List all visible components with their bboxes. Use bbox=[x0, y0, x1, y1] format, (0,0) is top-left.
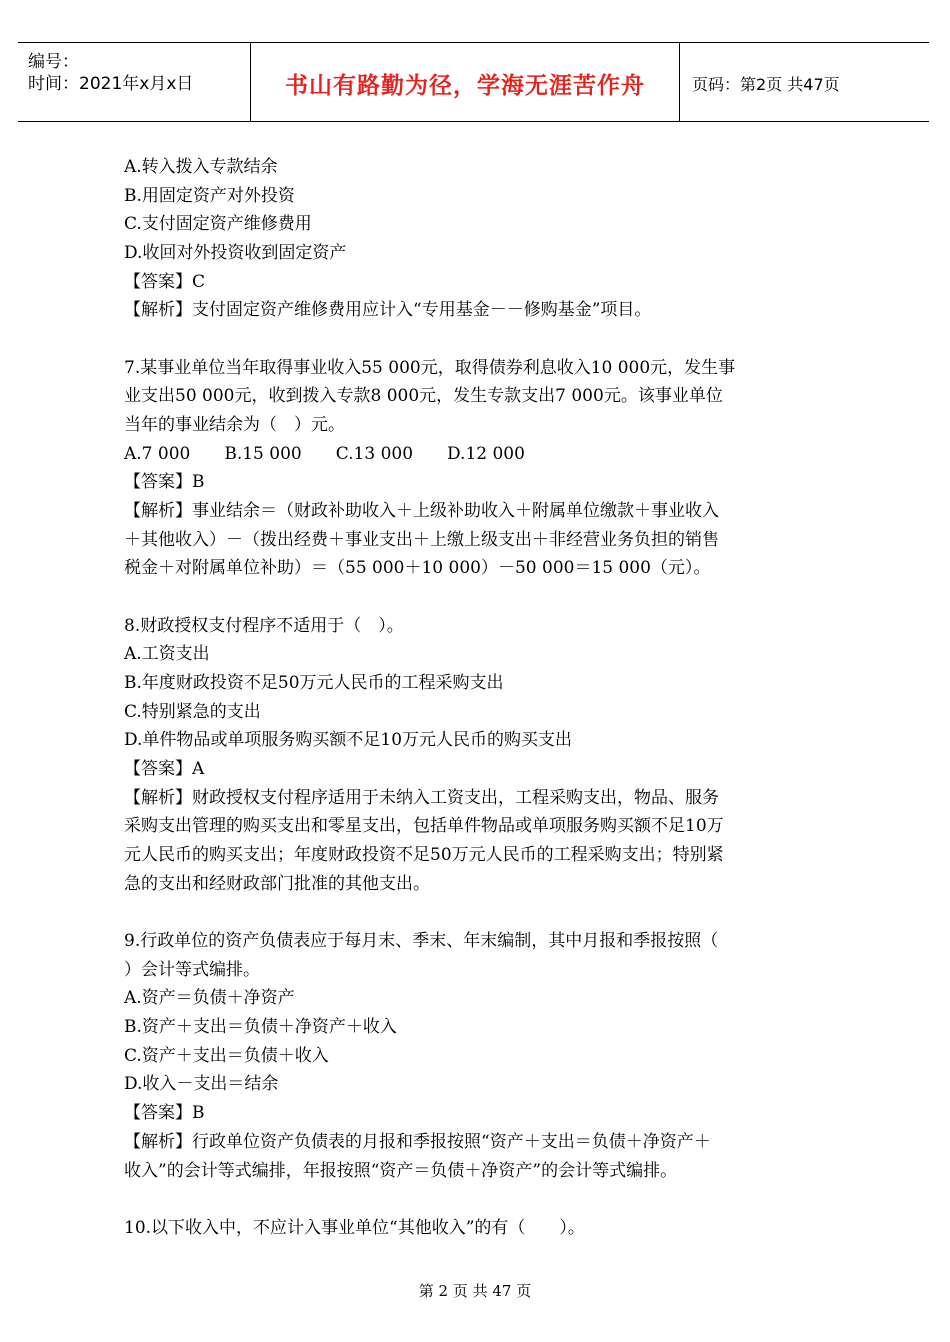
text-line: 税金＋对附属单位补助）＝（55 000＋10 000）－50 000＝15 000（元）。 bbox=[124, 558, 711, 579]
text-line: 【解析】事业结余＝（财政补助收入＋上级补助收入＋附属单位缴款＋事业收入 bbox=[124, 501, 719, 522]
document-body bbox=[124, 153, 824, 1242]
text-line: ＋其他收入）－（拨出经费＋事业支出＋上缴上级支出＋非经营业务负担的销售 bbox=[124, 529, 719, 550]
paragraph-gap bbox=[124, 583, 824, 612]
text-line: D.收回对外投资收到固定资产 bbox=[124, 243, 347, 264]
text-line: B.年度财政投资不足50万元人民币的工程采购支出 bbox=[124, 673, 504, 693]
text-line: 7.某事业单位当年取得事业收入55 000元，取得债券利息收入10 000元，发生事 bbox=[124, 357, 736, 378]
text-line: 收入”的会计等式编排，年报按照“资产＝负债＋净资产”的会计等式编排。 bbox=[124, 1160, 678, 1181]
text-line: 急的支出和经财政部门批准的其他支出。 bbox=[124, 873, 430, 894]
text-line: 【答案】C bbox=[124, 271, 206, 292]
text-line: A.资产＝负债＋净资产 bbox=[124, 988, 295, 1009]
text-line: 【答案】B bbox=[124, 472, 205, 493]
paragraph-gap bbox=[124, 1185, 824, 1214]
text-line: 元人民币的购买支出；年度财政投资不足50万元人民币的工程采购支出；特别紧 bbox=[124, 845, 724, 866]
paragraph-gap bbox=[124, 899, 824, 928]
paragraph-gap bbox=[124, 325, 824, 354]
document-time-label: 时间：2021年x月x日 bbox=[28, 74, 194, 94]
text-line: B.资产＋支出＝负债＋净资产＋收入 bbox=[124, 1017, 397, 1038]
header-page-cell bbox=[680, 43, 929, 121]
document-number-label: 编号： bbox=[28, 52, 79, 72]
text-line: A.转入拨入专款结余 bbox=[124, 157, 278, 177]
text-line: ）会计等式编排。 bbox=[124, 959, 260, 980]
text-line: 9.行政单位的资产负债表应于每月末、季末、年末编制，其中月报和季报按照（ bbox=[124, 931, 719, 951]
text-line: B.用固定资产对外投资 bbox=[124, 185, 295, 206]
text-line: D.收入－支出＝结余 bbox=[124, 1074, 279, 1095]
header-motto: 书山有路勤为径，学海无涯苦作舟 bbox=[285, 73, 645, 99]
text-line: 业支出50 000元，收到拨入专款8 000元，发生专款支出7 000元。该事业单位 bbox=[124, 386, 723, 407]
text-line: A.工资支出 bbox=[124, 644, 210, 665]
text-line: 【答案】A bbox=[124, 759, 205, 780]
text-line: C.特别紧急的支出 bbox=[124, 701, 261, 722]
text-line: 【解析】行政单位资产负债表的月报和季报按照“资产＋支出＝负债＋净资产＋ bbox=[124, 1131, 711, 1152]
text-line: 10.以下收入中，不应计入事业单位“其他收入”的有（ ）。 bbox=[124, 1217, 585, 1238]
header-meta-cell bbox=[18, 43, 251, 121]
text-line: A.7 000 B.15 000 C.13 000 D.12 000 bbox=[124, 443, 525, 464]
text-line: 【解析】支付固定资产维修费用应计入“专用基金－－修购基金”项目。 bbox=[124, 300, 652, 321]
text-line: 【答案】B bbox=[124, 1103, 205, 1124]
text-line: 【解析】财政授权支付程序适用于未纳入工资支出，工程采购支出，物品、服务 bbox=[124, 787, 719, 808]
text-line: 当年的事业结余为（ ）元。 bbox=[124, 415, 345, 435]
text-line: 8.财政授权支付程序不适用于（ ）。 bbox=[124, 615, 404, 636]
header-page-info: 页码：第2页 共47页 bbox=[692, 75, 840, 94]
page-footer: 第 2 页 共 47 页 bbox=[418, 1282, 532, 1300]
text-line: D.单件物品或单项服务购买额不足10万元人民币的购买支出 bbox=[124, 730, 573, 751]
text-line: 采购支出管理的购买支出和零星支出，包括单件物品或单项服务购买额不足10万 bbox=[124, 816, 724, 837]
page-header bbox=[18, 42, 929, 122]
text-line: C.资产＋支出＝负债＋收入 bbox=[124, 1045, 329, 1066]
text-line: C.支付固定资产维修费用 bbox=[124, 214, 312, 235]
header-motto-cell bbox=[251, 43, 680, 121]
